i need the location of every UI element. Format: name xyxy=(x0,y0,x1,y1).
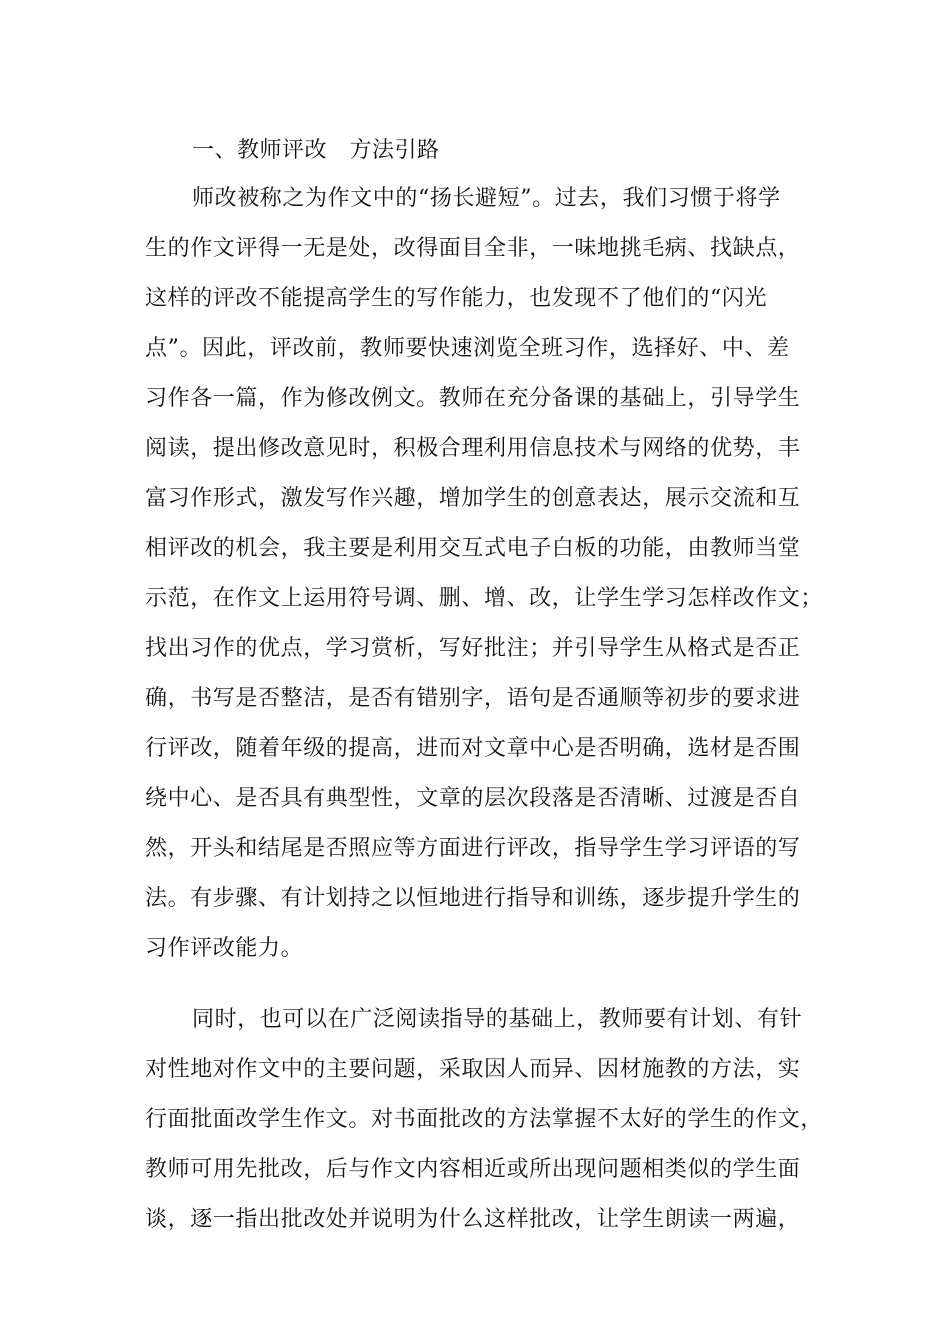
text-line: 富习作形式，激发写作兴趣，增加学生的创意表达，展示交流和互 xyxy=(145,486,801,511)
text-line: 谈，逐一指出批改处并说明为什么这样批改，让学生朗读一两遍， xyxy=(145,1207,801,1232)
text-line: 确，书写是否整洁，是否有错别字，语句是否通顺等初步的要求进 xyxy=(145,686,801,711)
text-line: 同时，也可以在广泛阅读指导的基础上，教师要有计划、有针 xyxy=(192,1007,803,1032)
text-line: 师改被称之为作文中的“扬长避短”。过去，我们习惯于将学 xyxy=(192,186,781,211)
text-line: 行评改，随着年级的提高，进而对文章中心是否明确，选材是否围 xyxy=(145,736,801,761)
text-line: 习作各一篇，作为修改例文。教师在充分备课的基础上，引导学生 xyxy=(145,386,801,411)
text-line: 习作评改能力。 xyxy=(145,936,304,961)
section-heading: 一、教师评改 方法引路 xyxy=(192,138,440,163)
text-line: 生的作文评得一无是处，改得面目全非，一味地挑毛病、找缺点， xyxy=(145,236,801,261)
text-line: 教师可用先批改，后与作文内容相近或所出现问题相类似的学生面 xyxy=(145,1157,801,1182)
text-line: 相评改的机会，我主要是利用交互式电子白板的功能，由教师当堂 xyxy=(145,536,801,561)
text-line: 对性地对作文中的主要问题，采取因人而异、因材施教的方法，实 xyxy=(145,1057,801,1082)
text-line: 行面批面改学生作文。对书面批改的方法掌握不太好的学生的作文， xyxy=(145,1107,824,1132)
text-line: 法。有步骤、有计划持之以恒地进行指导和训练，逐步提升学生的 xyxy=(145,886,801,911)
text-line: 这样的评改不能提高学生的写作能力，也发现不了他们的“闪光 xyxy=(145,286,768,311)
text-line: 找出习作的优点，学习赏析，写好批注；并引导学生从格式是否正 xyxy=(145,636,801,661)
text-line: 示范，在作文上运用符号调、删、增、改，让学生学习怎样改作文； xyxy=(145,586,824,611)
text-line: 然，开头和结尾是否照应等方面进行评改，指导学生学习评语的写 xyxy=(145,836,801,861)
text-line: 点”。因此，评改前，教师要快速浏览全班习作，选择好、中、差 xyxy=(145,336,790,361)
text-line: 阅读，提出修改意见时，积极合理利用信息技术与网络的优势，丰 xyxy=(145,436,801,461)
text-line: 绕中心、是否具有典型性，文章的层次段落是否清晰、过渡是否自 xyxy=(145,786,801,811)
